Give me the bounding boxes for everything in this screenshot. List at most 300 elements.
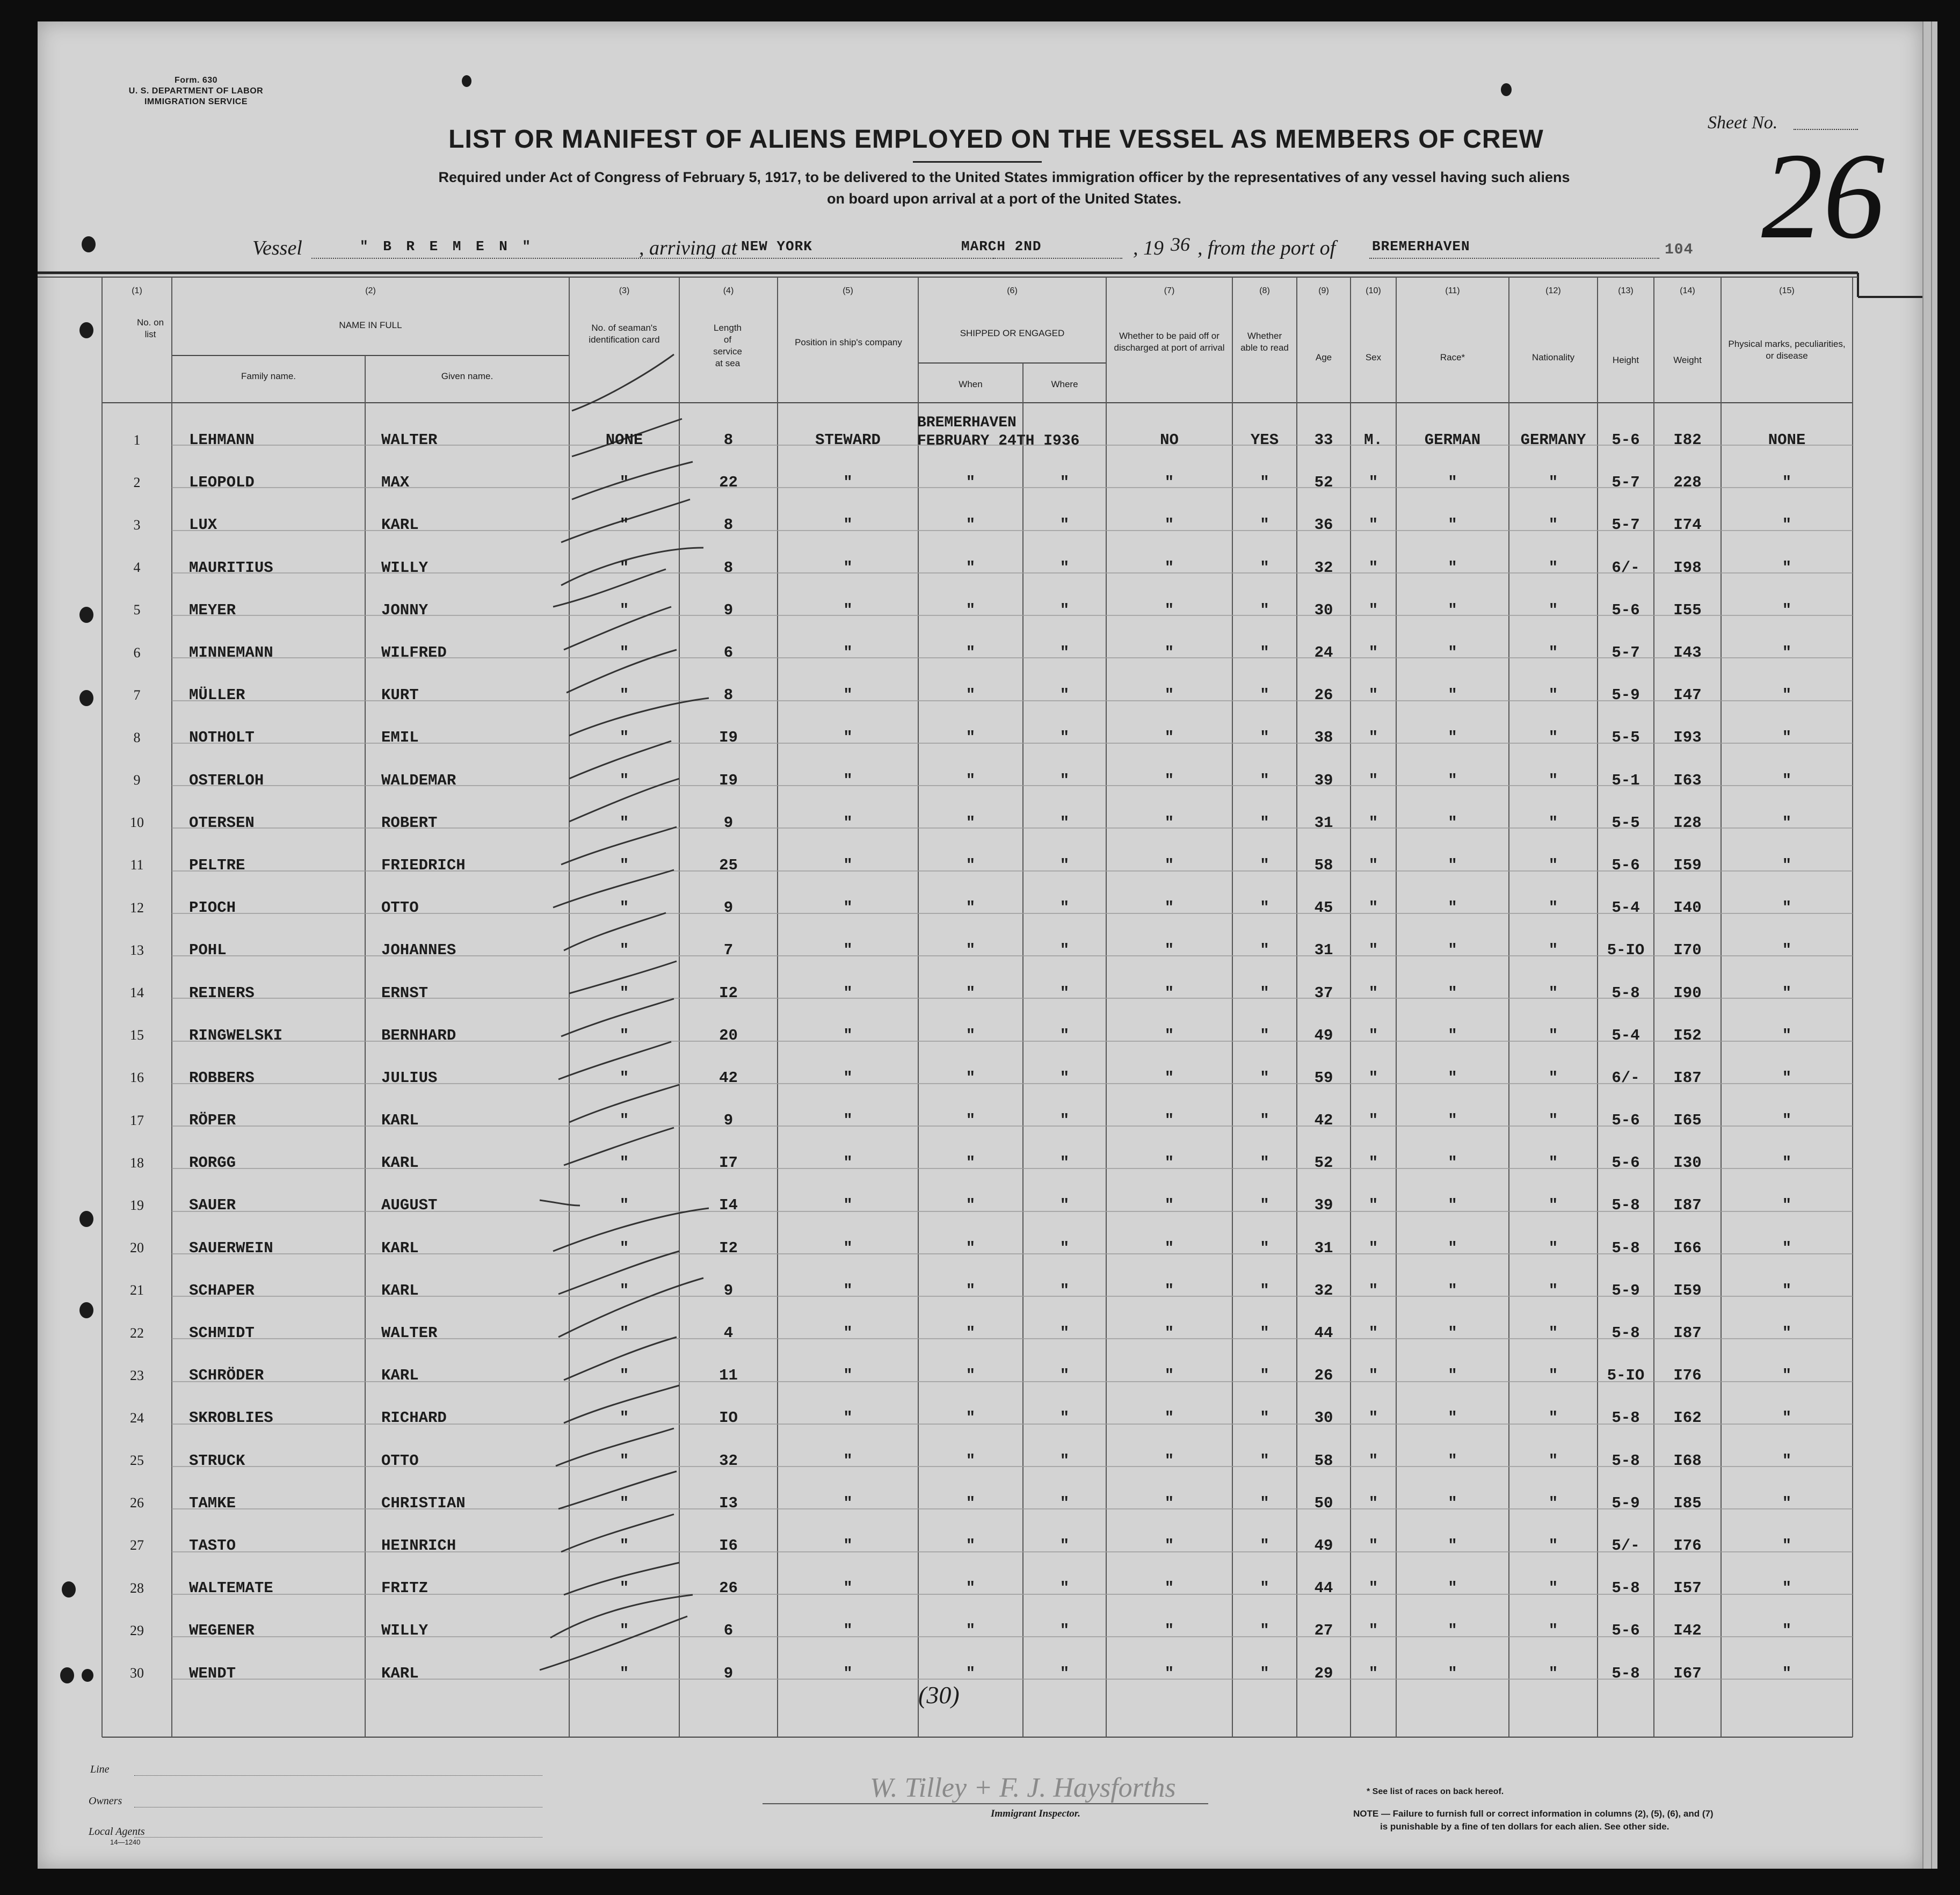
sheet-number: 26: [1761, 127, 1885, 264]
family-name: MINNEMANN: [189, 644, 273, 662]
crew-row: [102, 547, 1853, 589]
height: 5-8: [1611, 984, 1640, 1002]
shipped-when-ditto: ": [966, 474, 976, 492]
row-number: 14: [130, 985, 144, 1001]
nationality: ": [1548, 1367, 1558, 1385]
paid-off: ": [1164, 474, 1174, 492]
position: ": [843, 941, 853, 960]
weight: I66: [1673, 1239, 1702, 1257]
height: 5-6: [1611, 1112, 1640, 1130]
shipped-when-ditto: ": [966, 1494, 976, 1512]
height: 5-5: [1611, 729, 1640, 747]
weight: I52: [1673, 1026, 1702, 1044]
position: ": [843, 644, 853, 662]
nationality: ": [1548, 1026, 1558, 1044]
physical-marks: ": [1782, 601, 1792, 619]
given-name: WALTER: [381, 1324, 438, 1342]
sex: ": [1368, 1069, 1378, 1087]
row-number: 19: [130, 1197, 144, 1213]
id-card: ": [619, 1026, 629, 1044]
height: 5-8: [1611, 1239, 1640, 1257]
physical-marks: ": [1782, 1026, 1792, 1044]
service-length: IO: [719, 1409, 738, 1427]
physical-marks: ": [1782, 1196, 1792, 1215]
shipped-where-ditto: ": [1059, 1536, 1070, 1555]
nationality: ": [1548, 1409, 1558, 1427]
row-number: 28: [130, 1580, 144, 1596]
physical-marks: ": [1782, 1324, 1792, 1342]
col-2-number: (2): [365, 286, 376, 295]
height: 5-6: [1611, 431, 1640, 449]
race: ": [1448, 1367, 1457, 1385]
given-name: KARL: [381, 1154, 419, 1172]
physical-marks: ": [1782, 1451, 1792, 1470]
sex: ": [1368, 1154, 1378, 1172]
sex: ": [1368, 558, 1378, 577]
crew-row: [102, 674, 1853, 716]
col-6-heading: SHIPPED OR ENGAGED: [960, 328, 1065, 338]
race: ": [1448, 1409, 1457, 1427]
nationality: ": [1548, 1112, 1558, 1130]
note-line-1: NOTE — Failure to furnish full or correct information in columns (2), (5), (6), and (7): [1353, 1809, 1714, 1819]
id-card: ": [619, 1367, 629, 1385]
arrival-date: MARCH 2ND: [961, 238, 1042, 255]
shipped-where-ditto: ": [1059, 941, 1070, 960]
service-length: 9: [723, 1664, 734, 1682]
race: ": [1448, 1664, 1457, 1682]
race: ": [1448, 558, 1457, 577]
service-length: 32: [719, 1451, 738, 1470]
sex: ": [1368, 1579, 1378, 1598]
position: ": [843, 1451, 853, 1470]
physical-marks: ": [1782, 814, 1792, 832]
family-name: MÜLLER: [189, 686, 245, 705]
paid-off: ": [1164, 1069, 1174, 1087]
weight: I43: [1673, 644, 1702, 662]
paid-off: ": [1164, 516, 1174, 534]
able-to-read: ": [1260, 814, 1269, 832]
shipped-where-ditto: ": [1059, 516, 1070, 534]
height: 5-8: [1611, 1579, 1640, 1598]
position: ": [843, 1154, 853, 1172]
nationality: ": [1548, 1281, 1558, 1299]
sex: ": [1368, 1281, 1378, 1299]
race: ": [1448, 941, 1457, 960]
sex: ": [1368, 899, 1378, 917]
nationality: ": [1548, 1622, 1558, 1640]
race: ": [1448, 644, 1457, 662]
family-name: SCHRÖDER: [189, 1367, 264, 1385]
height: 5-6: [1611, 601, 1640, 619]
physical-marks: ": [1782, 1154, 1792, 1172]
crew-row: [102, 759, 1853, 802]
service-length: 9: [723, 1112, 734, 1130]
shipped-when-ditto: ": [966, 1367, 976, 1385]
shipped-when-ditto: ": [966, 984, 976, 1002]
physical-marks: ": [1782, 1622, 1792, 1640]
physical-marks: ": [1782, 1281, 1792, 1299]
race: ": [1448, 1622, 1457, 1640]
race: ": [1448, 1579, 1457, 1598]
service-length: 26: [719, 1579, 738, 1598]
age: 30: [1314, 1409, 1333, 1427]
service-length: I4: [719, 1196, 738, 1215]
row-number: 7: [133, 687, 141, 703]
able-to-read: ": [1260, 1494, 1269, 1512]
col-5-number: (5): [843, 286, 853, 295]
paid-off: ": [1164, 1536, 1174, 1555]
shipped-when-ditto: ": [966, 1026, 976, 1044]
service-length: I6: [719, 1536, 738, 1555]
crew-row: [102, 631, 1853, 674]
nationality: ": [1548, 1664, 1558, 1682]
service-length: 6: [723, 1622, 734, 1640]
race: ": [1448, 856, 1457, 874]
id-card: ": [619, 1451, 629, 1470]
family-name: SCHMIDT: [189, 1324, 255, 1342]
id-card: ": [619, 558, 629, 577]
age: 26: [1314, 1367, 1333, 1385]
paid-off: ": [1164, 984, 1174, 1002]
shipped-when-ditto: [918, 419, 1023, 461]
physical-marks: ": [1782, 729, 1792, 747]
weight: I65: [1673, 1112, 1702, 1130]
row-number: 5: [133, 602, 141, 618]
col-2-family-heading: Family name.: [241, 371, 296, 381]
shipped-where-ditto: ": [1059, 558, 1070, 577]
family-name: RÖPER: [189, 1112, 236, 1130]
given-name: KARL: [381, 1112, 419, 1130]
row-number: 17: [130, 1112, 144, 1128]
age: 44: [1314, 1324, 1333, 1342]
able-to-read: ": [1260, 644, 1269, 662]
height: 5-7: [1611, 516, 1640, 534]
sex: ": [1368, 516, 1378, 534]
given-name: WALTER: [381, 431, 438, 449]
given-name: BERNHARD: [381, 1026, 456, 1044]
age: 39: [1314, 1196, 1333, 1215]
shipped-when-ditto: ": [966, 1409, 976, 1427]
given-name: OTTO: [381, 899, 419, 917]
shipped-when-ditto: ": [966, 1154, 976, 1172]
position: ": [843, 1196, 853, 1215]
able-to-read: ": [1260, 771, 1269, 789]
col-1-number: (1): [132, 286, 142, 295]
nationality: ": [1548, 856, 1558, 874]
given-name: HEINRICH: [381, 1536, 456, 1555]
arrival-port: NEW YORK: [741, 238, 812, 255]
nationality: ": [1548, 1154, 1558, 1172]
shipped-where-ditto: ": [1059, 686, 1070, 705]
given-name: WILFRED: [381, 644, 447, 662]
shipped-where-ditto: ": [1059, 474, 1070, 492]
sex: ": [1368, 1112, 1378, 1130]
crew-row: [102, 1142, 1853, 1184]
able-to-read: ": [1260, 1196, 1269, 1215]
race: ": [1448, 771, 1457, 789]
physical-marks: ": [1782, 856, 1792, 874]
shipped-where-ditto: ": [1059, 1112, 1070, 1130]
age: 31: [1314, 814, 1333, 832]
service-length: I7: [719, 1154, 738, 1172]
paid-off: ": [1164, 1324, 1174, 1342]
paid-off: ": [1164, 1196, 1174, 1215]
vessel-label: Vessel: [252, 237, 302, 259]
sex: ": [1368, 1239, 1378, 1257]
physical-marks: ": [1782, 1069, 1792, 1087]
age: 31: [1314, 1239, 1333, 1257]
weight: I68: [1673, 1451, 1702, 1470]
race: ": [1448, 1112, 1457, 1130]
crew-count: 104: [1665, 242, 1694, 258]
height: 6/-: [1611, 1069, 1640, 1087]
row-number: 20: [130, 1240, 144, 1256]
total-count: (30): [918, 1681, 960, 1709]
weight: 228: [1673, 474, 1702, 492]
given-name: EMIL: [381, 729, 419, 747]
sex: ": [1368, 1622, 1378, 1640]
row-number: 21: [130, 1282, 144, 1298]
physical-marks: ": [1782, 516, 1792, 534]
race: ": [1448, 729, 1457, 747]
col-8-number: (8): [1259, 286, 1270, 295]
sex: ": [1368, 1196, 1378, 1215]
able-to-read: ": [1260, 1026, 1269, 1044]
height: 5-4: [1611, 899, 1640, 917]
service-length: 25: [719, 856, 738, 874]
given-name: ROBERT: [381, 814, 438, 832]
physical-marks: ": [1782, 1112, 1792, 1130]
position: ": [843, 1239, 853, 1257]
service-length: 9: [723, 899, 734, 917]
height: 5-7: [1611, 474, 1640, 492]
nationality: ": [1548, 1494, 1558, 1512]
row-number: 15: [130, 1027, 144, 1043]
race: ": [1448, 984, 1457, 1002]
local-agents-label: Local Agents: [89, 1826, 145, 1838]
sex: ": [1368, 474, 1378, 492]
shipped-when-ditto: ": [966, 686, 976, 705]
signature-rule: [763, 1803, 1208, 1804]
sex: ": [1368, 1451, 1378, 1470]
race: ": [1448, 1494, 1457, 1512]
position: ": [843, 1536, 853, 1555]
paid-off: ": [1164, 1239, 1174, 1257]
col-9-number: (9): [1318, 286, 1329, 295]
paid-off: NO: [1160, 431, 1179, 449]
service-length: I3: [719, 1494, 738, 1512]
col-15-heading: Physical marks, peculiarities, or disease: [1728, 339, 1846, 361]
id-card: ": [619, 899, 629, 917]
note-line-2: is punishable by a fine of ten dollars for each alien. See other side.: [1380, 1821, 1669, 1832]
service-length: I9: [719, 729, 738, 747]
nationality: ": [1548, 941, 1558, 960]
family-name: PELTRE: [189, 856, 245, 874]
family-name: POHL: [189, 941, 227, 960]
given-name: JOHANNES: [381, 941, 456, 960]
position: STEWARD: [815, 431, 881, 449]
shipped-when-ditto: ": [966, 1622, 976, 1640]
age: 52: [1314, 474, 1333, 492]
service-length: 20: [719, 1026, 738, 1044]
col-11-number: (11): [1445, 286, 1460, 295]
weight: I87: [1673, 1196, 1702, 1215]
position: ": [843, 1324, 853, 1342]
sex: ": [1368, 984, 1378, 1002]
sex: ": [1368, 644, 1378, 662]
family-name: RORGG: [189, 1154, 236, 1172]
col-5-heading: Position in ship's company: [795, 337, 902, 347]
height: 5-7: [1611, 644, 1640, 662]
crew-row: [102, 504, 1853, 546]
sex: ": [1368, 1664, 1378, 1682]
departure-port: BREMERHAVEN: [1372, 238, 1470, 255]
weight: I55: [1673, 601, 1702, 619]
given-name: WALDEMAR: [381, 771, 456, 789]
age: 42: [1314, 1112, 1333, 1130]
crew-row: [102, 1269, 1853, 1312]
race: ": [1448, 1196, 1457, 1215]
col-4-number: (4): [723, 286, 734, 295]
position: ": [843, 1026, 853, 1044]
position: ": [843, 558, 853, 577]
age: 58: [1314, 856, 1333, 874]
age: 31: [1314, 941, 1333, 960]
row-number: 22: [130, 1325, 144, 1341]
shipped-when-ditto: ": [966, 1451, 976, 1470]
height: 5-8: [1611, 1664, 1640, 1682]
form-number: Form. 630: [174, 76, 218, 85]
weight: I30: [1673, 1154, 1702, 1172]
shipped-where-ditto: ": [1059, 1622, 1070, 1640]
height: 5-1: [1611, 771, 1640, 789]
height: 5-4: [1611, 1026, 1640, 1044]
service-length: 9: [723, 601, 734, 619]
height: 6/-: [1611, 558, 1640, 577]
shipped-where-ditto: ": [1059, 1494, 1070, 1512]
physical-marks: NONE: [1768, 431, 1806, 449]
physical-marks: ": [1782, 558, 1792, 577]
nationality: ": [1548, 474, 1558, 492]
given-name: JULIUS: [381, 1069, 438, 1087]
row-number: 24: [130, 1410, 144, 1426]
shipped-where-ditto: ": [1059, 771, 1070, 789]
race: ": [1448, 1324, 1457, 1342]
physical-marks: ": [1782, 686, 1792, 705]
age: 36: [1314, 516, 1333, 534]
service: IMMIGRATION SERVICE: [144, 97, 248, 106]
height: 5-6: [1611, 856, 1640, 874]
nationality: ": [1548, 1069, 1558, 1087]
able-to-read: ": [1260, 984, 1269, 1002]
given-name: KARL: [381, 1367, 419, 1385]
sex: ": [1368, 1324, 1378, 1342]
nationality: ": [1548, 644, 1558, 662]
crew-table: [102, 419, 1853, 1695]
col-15-number: (15): [1779, 286, 1795, 295]
crew-row: [102, 1354, 1853, 1397]
family-name: MEYER: [189, 601, 236, 619]
position: ": [843, 601, 853, 619]
physical-marks: ": [1782, 771, 1792, 789]
age: 32: [1314, 558, 1333, 577]
weight: I28: [1673, 814, 1702, 832]
race-footnote: * See list of races on back hereof.: [1367, 1787, 1504, 1796]
position: ": [843, 1112, 853, 1130]
physical-marks: ": [1782, 899, 1792, 917]
given-name: CHRISTIAN: [381, 1494, 466, 1512]
shipped-when-ditto: ": [966, 1579, 976, 1598]
id-card: ": [619, 474, 629, 492]
height: 5/-: [1611, 1536, 1640, 1555]
row-number: 8: [133, 729, 141, 745]
given-name: AUGUST: [381, 1196, 438, 1215]
position: ": [843, 1494, 853, 1512]
paid-off: ": [1164, 856, 1174, 874]
shipped-when: FEBRUARY 24TH I936: [917, 433, 1080, 449]
weight: I57: [1673, 1579, 1702, 1598]
given-name: FRITZ: [381, 1579, 429, 1598]
physical-marks: ": [1782, 474, 1792, 492]
service-length: 4: [723, 1324, 734, 1342]
shipped-where-ditto: ": [1059, 1281, 1070, 1299]
year-prefix: , 19: [1133, 237, 1164, 259]
weight: I87: [1673, 1069, 1702, 1087]
crew-row: [102, 1014, 1853, 1057]
race: GERMAN: [1424, 431, 1481, 449]
family-name: REINERS: [189, 984, 255, 1002]
able-to-read: ": [1260, 1324, 1269, 1342]
weight: I63: [1673, 771, 1702, 789]
weight: I93: [1673, 729, 1702, 747]
sex: ": [1368, 1367, 1378, 1385]
able-to-read: ": [1260, 1579, 1269, 1598]
row-number: 3: [133, 517, 141, 533]
race: ": [1448, 1026, 1457, 1044]
able-to-read: ": [1260, 856, 1269, 874]
position: ": [843, 984, 853, 1002]
shipped-where-ditto: ": [1059, 601, 1070, 619]
race: ": [1448, 1536, 1457, 1555]
height: 5-9: [1611, 1494, 1640, 1512]
crew-row: [102, 419, 1853, 461]
height: 5-9: [1611, 686, 1640, 705]
paid-off: ": [1164, 1494, 1174, 1512]
shipped-when-ditto: ": [966, 1112, 976, 1130]
sex: ": [1368, 729, 1378, 747]
row-number: 23: [130, 1367, 144, 1383]
age: 37: [1314, 984, 1333, 1002]
col-3-number: (3): [619, 286, 630, 295]
shipped-where-ditto: ": [1059, 1664, 1070, 1682]
sex: ": [1368, 686, 1378, 705]
col-12-heading: Nationality: [1531, 352, 1575, 362]
age: 26: [1314, 686, 1333, 705]
crew-row: [102, 461, 1853, 504]
id-card: ": [619, 1154, 629, 1172]
id-card: ": [619, 686, 629, 705]
family-name: WEGENER: [189, 1622, 255, 1640]
paid-off: ": [1164, 558, 1174, 577]
col-13-heading: Height: [1612, 355, 1639, 365]
physical-marks: ": [1782, 1579, 1792, 1598]
physical-marks: ": [1782, 1494, 1792, 1512]
service-length: 6: [723, 644, 734, 662]
service-length: 42: [719, 1069, 738, 1087]
physical-marks: ": [1782, 644, 1792, 662]
given-name: WILLY: [381, 1622, 429, 1640]
shipped-where-ditto: ": [1059, 1409, 1070, 1427]
